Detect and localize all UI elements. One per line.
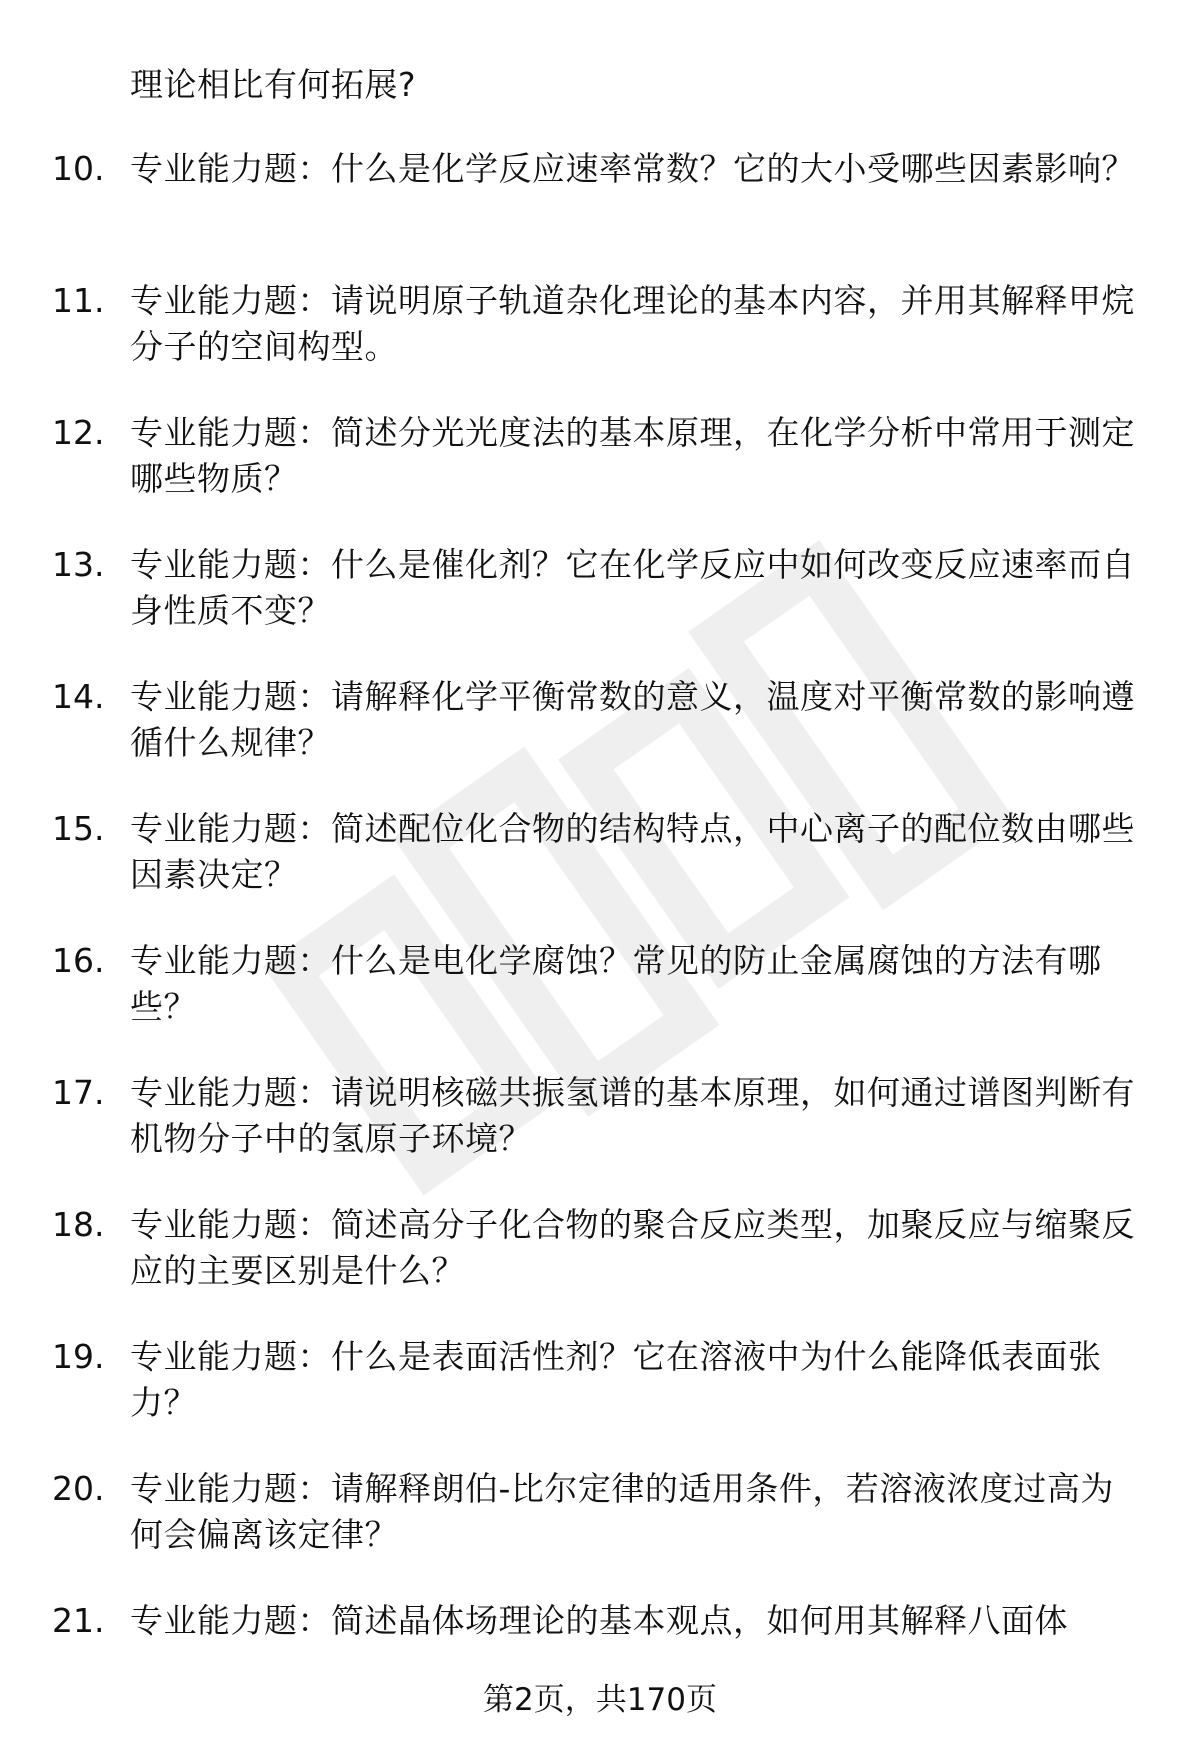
list-item (0, 806, 1200, 938)
question-number: 18. (52, 1205, 105, 1244)
question-text: 专业能力题：简述配位化合物的结构特点，中心离子的配位数由哪些因素决定？ (130, 809, 1135, 894)
question-text: 专业能力题：什么是电化学腐蚀？常见的防止金属腐蚀的方法有哪些？ (130, 941, 1102, 1026)
question-text: 专业能力题：什么是表面活性剂？它在溶液中为什么能降低表面张力？ (130, 1337, 1102, 1422)
question-number: 19. (52, 1337, 105, 1376)
page-footer: 第2页，共170页 (483, 1682, 717, 1718)
list-item (0, 1202, 1200, 1334)
list-item (0, 278, 1200, 410)
question-text: 专业能力题：简述晶体场理论的基本观点，如何用其解释八面体 (130, 1601, 1068, 1640)
question-text: 专业能力题：请说明原子轨道杂化理论的基本内容，并用其解释甲烷分子的空间构型。 (130, 281, 1135, 366)
question-text: 专业能力题：请说明核磁共振氢谱的基本原理，如何通过谱图判断有机物分子中的氢原子环境？ (130, 1073, 1135, 1158)
list-item (0, 1334, 1200, 1466)
question-number: 16. (52, 941, 105, 980)
list-item (0, 1466, 1200, 1598)
question-number: 15. (52, 809, 105, 848)
question-number: 12. (52, 413, 105, 452)
question-number: 13. (52, 545, 105, 584)
continued-question-text: 理论相比有何拓展? (130, 65, 417, 104)
list-item (0, 542, 1200, 674)
list-item (0, 938, 1200, 1070)
question-text: 专业能力题：请解释朗伯-比尔定律的适用条件，若溶液浓度过高为何会偏离该定律？ (130, 1469, 1114, 1554)
question-number: 10. (52, 149, 105, 188)
list-item (0, 1070, 1200, 1202)
question-list (0, 146, 1200, 1730)
question-number: 20. (52, 1469, 105, 1508)
question-number: 11. (52, 281, 105, 320)
question-text: 专业能力题：简述高分子化合物的聚合反应类型，加聚反应与缩聚反应的主要区别是什么？ (130, 1205, 1135, 1290)
question-text: 专业能力题：简述分光光度法的基本原理，在化学分析中常用于测定哪些物质？ (130, 413, 1135, 498)
question-text: 专业能力题：什么是催化剂？它在化学反应中如何改变反应速率而自身性质不变？ (130, 545, 1135, 630)
list-item (0, 410, 1200, 542)
question-text: 专业能力题：什么是化学反应速率常数？它的大小受哪些因素影响？ (130, 149, 1135, 188)
question-text: 专业能力题：请解释化学平衡常数的意义，温度对平衡常数的影响遵循什么规律？ (130, 677, 1135, 762)
question-number: 17. (52, 1073, 105, 1112)
question-number: 21. (52, 1601, 105, 1640)
list-item (0, 674, 1200, 806)
question-number: 14. (52, 677, 105, 716)
list-item (0, 146, 1200, 278)
